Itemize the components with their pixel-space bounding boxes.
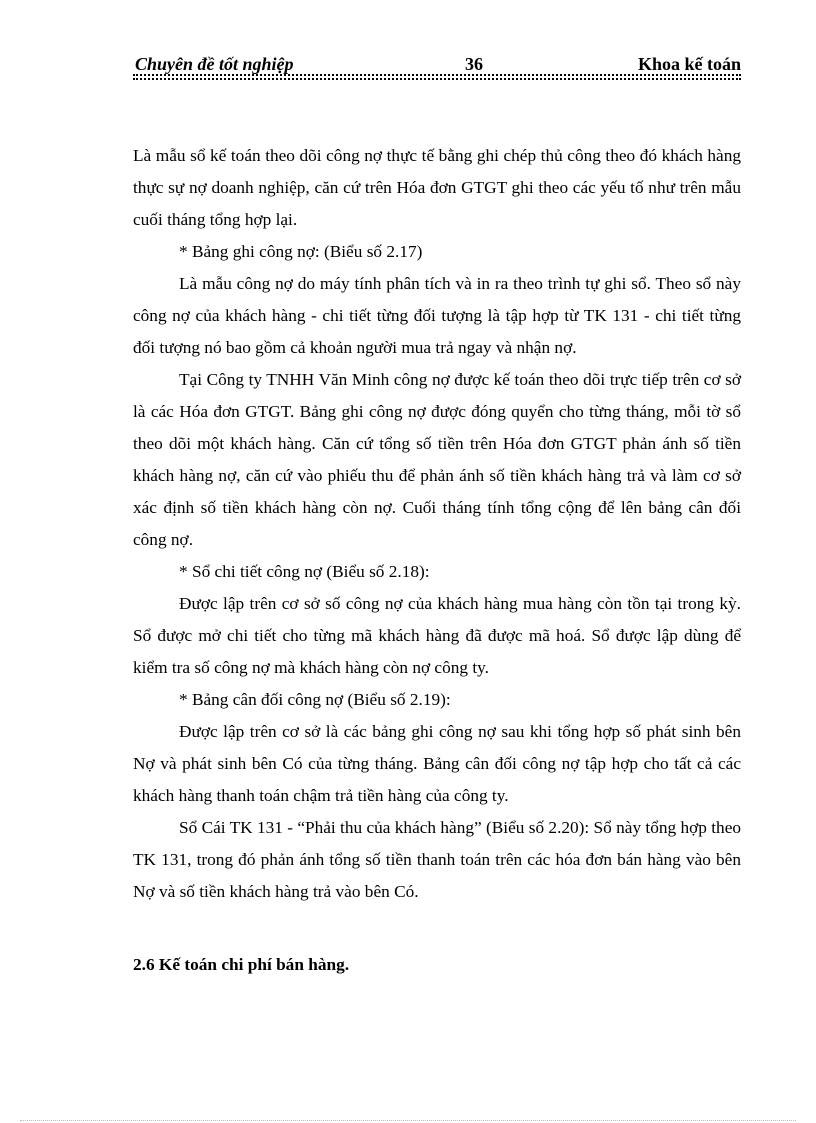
paragraph: Là mẫu sổ kế toán theo dõi công nợ thực tế bằng ghi chép thủ công theo đó khách hàng thực sự nợ doanh nghiệp, căn cứ trên Hóa đơn GTGT ghi theo các yếu tố như trên mẫu cuối tháng tổng hợp lại. [133,146,741,229]
header-department: Khoa kế toán [637,54,741,74]
paragraph: Được lập trên cơ sở số công nợ của khách hàng mua hàng còn tồn tại trong kỳ. Sổ được mở chi tiết cho từng mã khách hàng đã được mã hoá. Sổ được lập dùng để kiểm tra số công nợ mà khách hàng còn nợ công ty. [133,594,741,677]
paragraph: Là mẫu công nợ do máy tính phân tích và in ra theo trình tự ghi sổ. Theo sổ này công nợ của khách hàng - chi tiết từng đối tượng là tập hợp từ TK 131 - chi tiết từng đối tượng nó bao gồm cả khoản người mua trả ngay và nhận nợ. [133,274,741,357]
paragraph: * Bảng cân đối công nợ (Biểu số 2.19): [179,690,451,709]
header-divider-top [133,74,741,76]
paragraph: * Sổ chi tiết công nợ (Biểu số 2.18): [179,562,430,581]
footer-divider [20,1120,796,1121]
paragraph: * Bảng ghi công nợ: (Biểu số 2.17) [179,242,423,261]
page-number: 36 [465,54,483,74]
paragraph: Được lập trên cơ sở là các bảng ghi công nợ sau khi tổng hợp số phát sinh bên Nợ và phát sinh bên Có của từng tháng. Bảng cân đối công nợ tập hợp cho tất cả các khách hàng thanh toán chậm trả tiền hàng của công ty. [133,722,741,805]
header-divider-bottom [133,78,741,80]
section-heading: 2.6 Kế toán chi phí bán hàng. [133,955,350,974]
paragraph: Tại Công ty TNHH Văn Minh công nợ được kế toán theo dõi trực tiếp trên cơ sở là các Hóa đơn GTGT. Bảng ghi công nợ được đóng quyển cho từng tháng, mỗi tờ sổ theo dõi một khách hàng. Căn cứ tổng số tiền trên Hóa đơn GTGT phản ánh số tiền khách hàng nợ, căn cứ vào phiếu thu để phản ánh số tiền khách hàng trả và làm cơ sở xác định số tiền khách hàng còn nợ. Cuối tháng tính tổng cộng để lên bảng cân đối công nợ. [133,370,741,549]
paragraph: Sổ Cái TK 131 - “Phải thu của khách hàng” (Biểu số 2.20): Sổ này tổng hợp theo TK 131, trong đó phản ánh tổng số tiền thanh toán trên các hóa đơn bán hàng vào bên Nợ và số tiền khách hàng trả vào bên Có. [133,818,741,901]
body-text [133,140,741,908]
header-title: Chuyên đề tốt nghiệp [135,54,294,74]
